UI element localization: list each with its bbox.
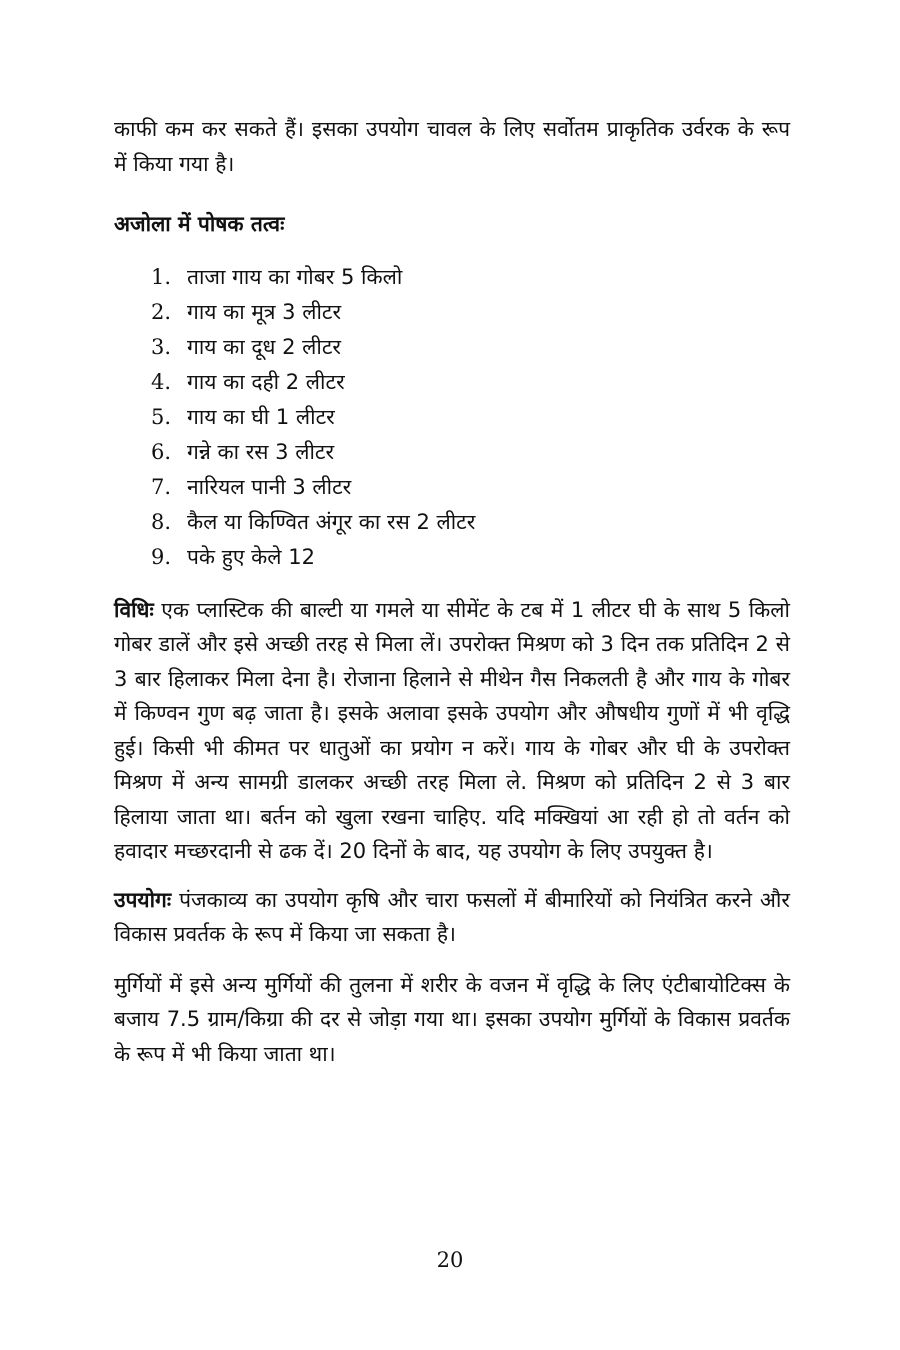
- page-number: 20: [436, 1248, 464, 1272]
- list-item-text: गाय का दूध 2 लीटर: [187, 334, 341, 359]
- list-item: [151, 260, 790, 295]
- list-item-number: 5.: [151, 404, 172, 429]
- list-item-text: पके हुए केले 12: [187, 544, 315, 569]
- list-item: [151, 365, 790, 400]
- list-item-number: 9.: [151, 544, 172, 569]
- usage-text: पंजकाव्य का उपयोग कृषि और चारा फसलों में बीमारियों को नियंत्रित करने और विकास प्रवर्तक के रूप में किया जा सकता है।: [114, 887, 791, 946]
- nutrient-list: [151, 260, 790, 575]
- list-item-number: 7.: [151, 474, 172, 499]
- intro-paragraph: काफी कम कर सकते हैं। इसका उपयोग चावल के लिए सर्वोतम प्राकृतिक उर्वरक के रूप में किया गया है।: [114, 117, 790, 176]
- usage-label: उपयोगः: [114, 887, 172, 912]
- list-item-text: ताजा गाय का गोबर 5 किलो: [187, 264, 403, 289]
- list-item-number: 3.: [151, 334, 172, 359]
- document-page: [114, 112, 790, 1071]
- list-item: [151, 540, 790, 575]
- list-item-text: गाय का मूत्र 3 लीटर: [187, 299, 342, 324]
- list-item: [151, 505, 790, 540]
- usage-paragraph: [114, 883, 790, 952]
- method-paragraph: [114, 593, 790, 869]
- list-item: [151, 330, 790, 365]
- method-text: एक प्लास्टिक की बाल्टी या गमले या सीमेंट के टब में 1 लीटर घी के साथ 5 किलो गोबर डालें और इसे अच्छी तरह से मिला लें। उपरोक्त मिश्रण को 3 दिन तक प्रतिदिन 2 से 3 बार हिलाकर मिला देना है। रोजाना हिलाने से मीथेन गैस निकलती है और गाय के गोबर में किण्वन गुण बढ़ जाता है। इसके अलावा इसके उपयोग और औषधीय गुणों में भी वृद्धि हुई। किसी भी कीमत पर धातुओं का प्रयोग न करें। गाय के गोबर और घी के उपरोक्त मिश्रण में अन्य सामग्री डालकर अच्छी तरह मिला ले. मिश्रण को प्रतिदिन 2 से 3 बार हिलाया जाता था। बर्तन को खुला रखना चाहिए. यदि मक्खियां आ रही हो तो वर्तन को हवादार मच्छरदानी से ढक दें। 20 दिनों के बाद, यह उपयोग के लिए उपयुक्त है।: [114, 597, 790, 863]
- list-item-text: कैल या किण्वित अंगूर का रस 2 लीटर: [187, 509, 476, 534]
- list-item: [151, 470, 790, 505]
- list-item-number: 1.: [151, 264, 172, 289]
- method-label: विधिः: [114, 597, 154, 622]
- list-item: [151, 295, 790, 330]
- list-item-text: गन्ने का रस 3 लीटर: [187, 439, 335, 464]
- list-item: [151, 400, 790, 435]
- list-item-number: 2.: [151, 299, 172, 324]
- list-item-number: 4.: [151, 369, 172, 394]
- list-item-text: गाय का घी 1 लीटर: [187, 404, 335, 429]
- list-item-number: 6.: [151, 439, 172, 464]
- list-item-text: गाय का दही 2 लीटर: [187, 369, 345, 394]
- nutrients-heading: अजोला में पोषक तत्वः: [114, 212, 285, 236]
- list-item-text: नारियल पानी 3 लीटर: [187, 474, 352, 499]
- list-item: [151, 435, 790, 470]
- poultry-paragraph: मुर्गियों में इसे अन्य मुर्गियों की तुलना में शरीर के वजन में वृद्धि के लिए एंटीबायोटिक्स के बजाय 7.5 ग्राम/किग्रा की दर से जोड़ा गया था। इसका उपयोग मुर्गियों के विकास प्रवर्तक के रूप में भी किया जाता था।: [114, 972, 790, 1066]
- list-item-number: 8.: [151, 509, 172, 534]
